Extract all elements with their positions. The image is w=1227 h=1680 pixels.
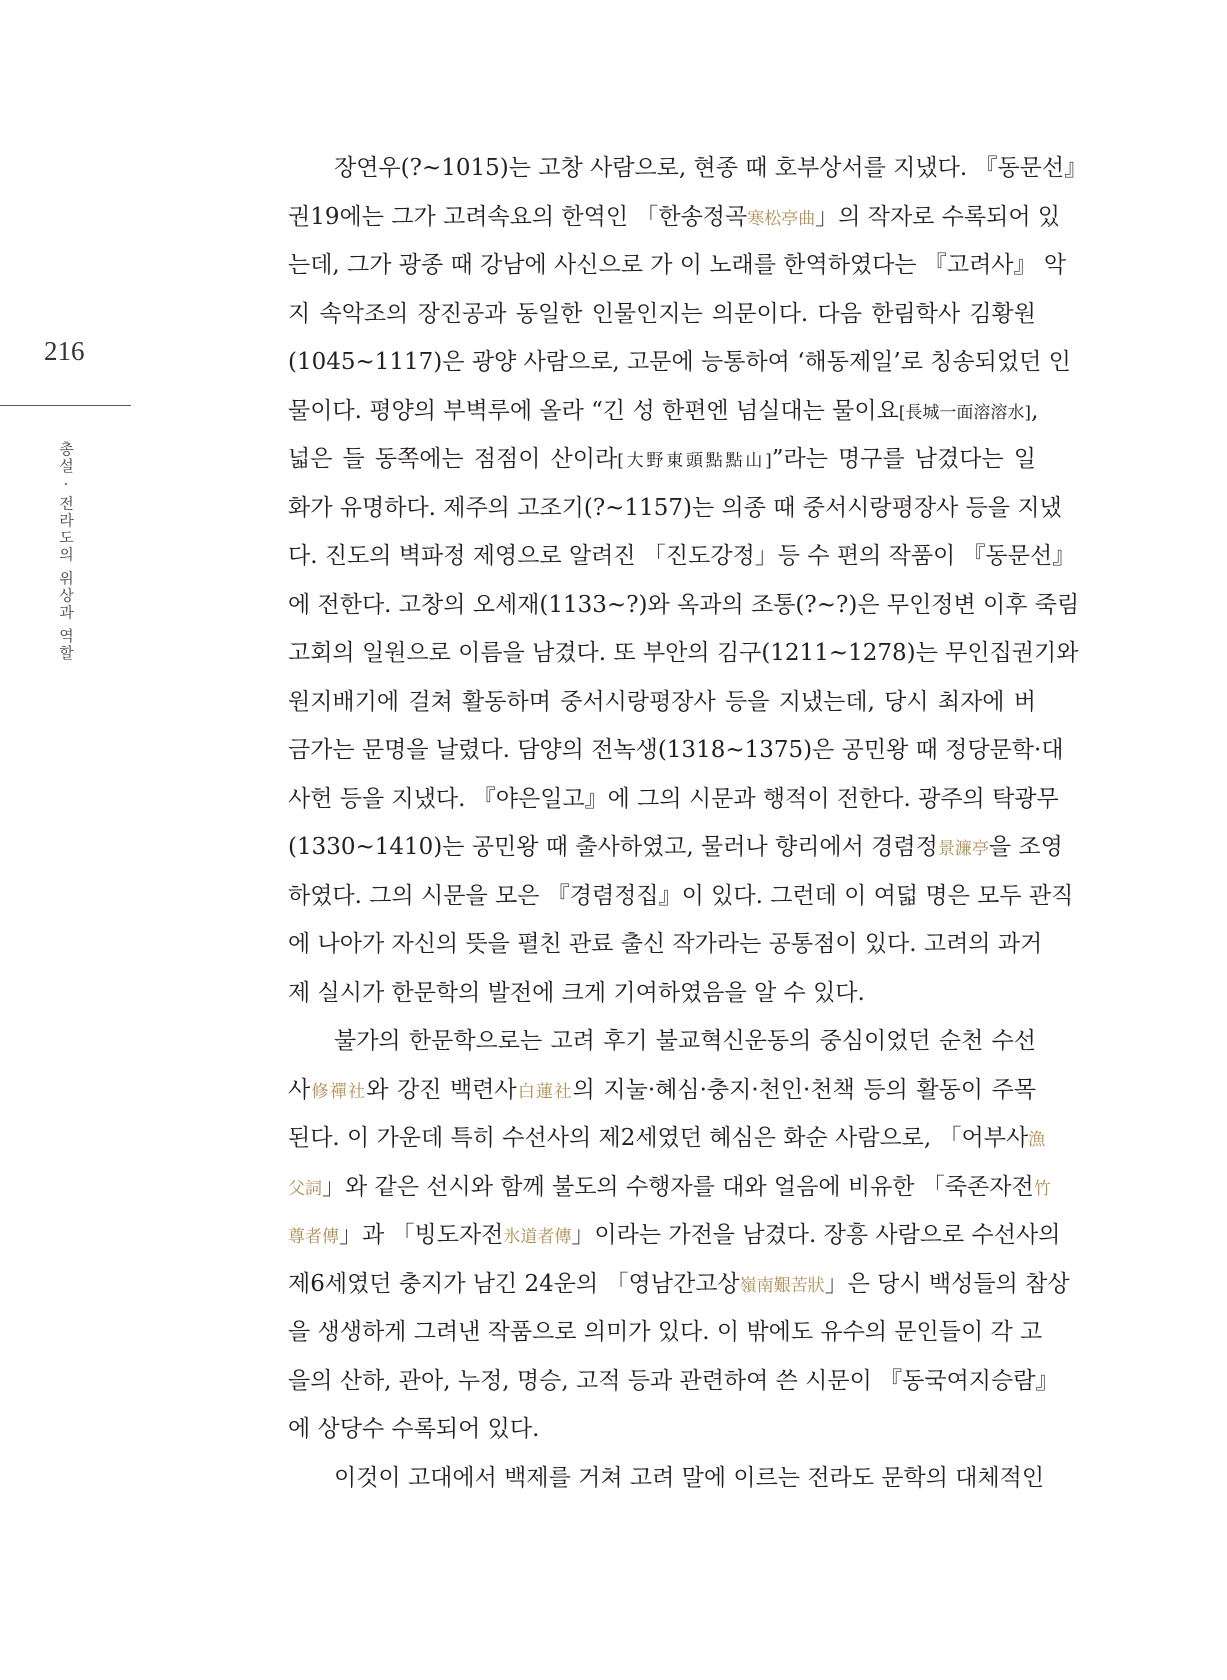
text-segment: 이것이 고대에서 백제를 거쳐 고려 말에 이르는 전라도 문학의 대체적인 [334,1464,1045,1491]
text-segment: 」와 같은 선시와 함께 불도의 수행자를 대와 얼음에 비유한 「죽존자전 [322,1173,1034,1200]
text-segment: 된다. 이 가운데 특히 수선사의 제2세였던 혜심은 화순 사람으로, 「어부사 [288,1125,1029,1151]
text-segment: 제6세였던 충지가 남긴 24운의 「영남간고상 [288,1270,740,1297]
hanja-annotation: 景濂亭 [937,839,989,859]
text-segment: 을의 산하, 관아, 누정, 명승, 고적 등과 관련하여 쓴 시문이 『동국여지승람』 [288,1367,1059,1394]
text-segment: 하였다. 그의 시문을 모은 『경렴정집』이 있다. 그런데 이 여덟 명은 모두 관직 [288,882,1074,909]
body-text [288,148,1088,1506]
running-section-title: 총설 · 전라도의 위상과 역할 [57,441,75,662]
text-segment: 」의 작자로 수록되어 있 [815,203,1061,230]
hanja-annotation: 寒松亭曲 [747,208,816,229]
text-line [288,1118,1046,1167]
header-rule [0,405,131,406]
text-segment: 금가는 문명을 날렸다. 담양의 전녹생(1318~1375)은 공민왕 때 정당문학·대 [288,737,1064,763]
text-segment: 을 생생하게 그려낸 작품으로 의미가 있다. 이 밖에도 유수의 문인들이 각 고 [288,1319,1043,1345]
text-line [288,294,1036,343]
text-segment: 물이다. 평양의 부벽루에 올라 “긴 성 한편엔 넘실대는 물이요 [288,397,899,424]
text-line [288,779,1059,828]
text-line [288,245,1067,294]
text-line [288,682,1036,731]
text-line [288,148,1088,197]
text-segment: 화가 유명하다. 제주의 고조기(?~1157)는 의종 때 중서시랑평장사 등을 지냈 [288,494,1062,521]
hanja-annotation: 白蓮社 [516,1081,573,1102]
text-segment: 을 조영 [988,834,1063,860]
text-line [288,633,1079,682]
hanja-annotation: 父詞 [288,1178,322,1199]
hanja-annotation: 漁 [1028,1130,1046,1150]
text-line [288,1070,1036,1119]
hanja-annotation: 竹 [1033,1178,1051,1199]
text-line [288,1312,1043,1361]
text-line [288,1264,1070,1313]
text-segment: 의 지눌·혜심·충지·천인·천책 등의 활동이 주목 [572,1076,1036,1103]
text-line [288,1021,1036,1070]
text-segment: 다. 진도의 벽파정 제영으로 알려진 「진도강정」등 수 편의 작품이 『동문선』 [288,543,1076,569]
text-line [288,1409,1036,1458]
hanja-annotation: 嶺南艱苦狀 [739,1275,825,1296]
text-segment: (1045~1117)은 광양 사람으로, 고문에 능통하여 ‘해동제일’로 칭송되었던 인 [288,349,1071,375]
text-line [288,439,1036,488]
text-segment: 권19에는 그가 고려속요의 한역인 「한송정곡 [288,203,748,230]
text-segment: 에 상당수 수록되어 있다. [288,1416,540,1442]
text-segment: , [1031,397,1039,424]
text-segment: 에 전한다. 고창의 오세재(1133~?)와 옥과의 조통(?~?)은 무인정변 이후 죽림 [288,591,1080,618]
text-segment: 제 실시가 한문학의 발전에 크게 기여하였음을 알 수 있다. [288,979,865,1006]
text-segment: 사헌 등을 지냈다. 『야은일고』에 그의 시문과 행적이 전한다. 광주의 탁광무 [288,785,1059,812]
page-number: 216 [44,336,85,366]
text-line [288,1458,1045,1507]
hanja-annotation: 修禪社 [310,1081,367,1102]
text-segment: 사 [288,1076,311,1103]
hanja-quote: [長城一面溶溶水] [898,402,1032,423]
text-segment: 와 강진 백련사 [366,1076,517,1103]
text-line [288,585,1080,634]
hanja-quote: [大野東頭點點山] [617,451,772,471]
text-segment: 지 속악조의 장진공과 동일한 인물인지는 의문이다. 다음 한림학사 김황원 [288,300,1036,327]
text-line [288,924,1043,973]
text-segment: 불가의 한문학으로는 고려 후기 불교혁신운동의 중심이었던 순천 수선 [334,1028,1036,1054]
text-line [288,488,1062,537]
hanja-annotation: 尊者傳 [288,1227,339,1247]
text-line [288,391,1039,440]
text-line [288,536,1076,585]
text-segment: ”라는 명구를 남겼다는 일 [771,446,1036,472]
text-line [288,827,1063,876]
text-line [288,730,1064,779]
text-line [288,973,1036,1022]
text-line [288,1215,1061,1264]
text-segment: 원지배기에 걸쳐 활동하며 중서시랑평장사 등을 지냈는데, 당시 최자에 버 [288,688,1036,715]
text-segment: 」과 「빙도자전 [339,1222,504,1248]
text-segment: 장연우(?~1015)는 고창 사람으로, 현종 때 호부상서를 지냈다. 『동문선』 [334,155,1088,181]
text-segment: (1330~1410)는 공민왕 때 출사하였고, 물러나 향리에서 경렴정 [288,834,938,860]
text-segment: 넓은 들 동쪽에는 점점이 산이라 [288,446,618,472]
hanja-annotation: 氷道者傳 [503,1227,572,1247]
text-line [288,197,1061,246]
text-line [288,1361,1059,1410]
text-segment: 」은 당시 백성들의 참상 [824,1270,1070,1297]
text-segment: 는데, 그가 광종 때 강남에 사신으로 가 이 노래를 한역하였다는 『고려사』 악 [288,252,1067,278]
text-line [288,1167,1051,1216]
text-line [288,342,1071,391]
text-segment: 에 나아가 자신의 뜻을 펼친 관료 출신 작가라는 공통점이 있다. 고려의 과거 [288,931,1043,957]
text-segment: 」이라는 가전을 남겼다. 장흥 사람으로 수선사의 [571,1222,1061,1248]
text-segment: 고회의 일원으로 이름을 남겼다. 또 부안의 김구(1211~1278)는 무인집권기와 [288,640,1079,666]
text-line [288,876,1074,925]
